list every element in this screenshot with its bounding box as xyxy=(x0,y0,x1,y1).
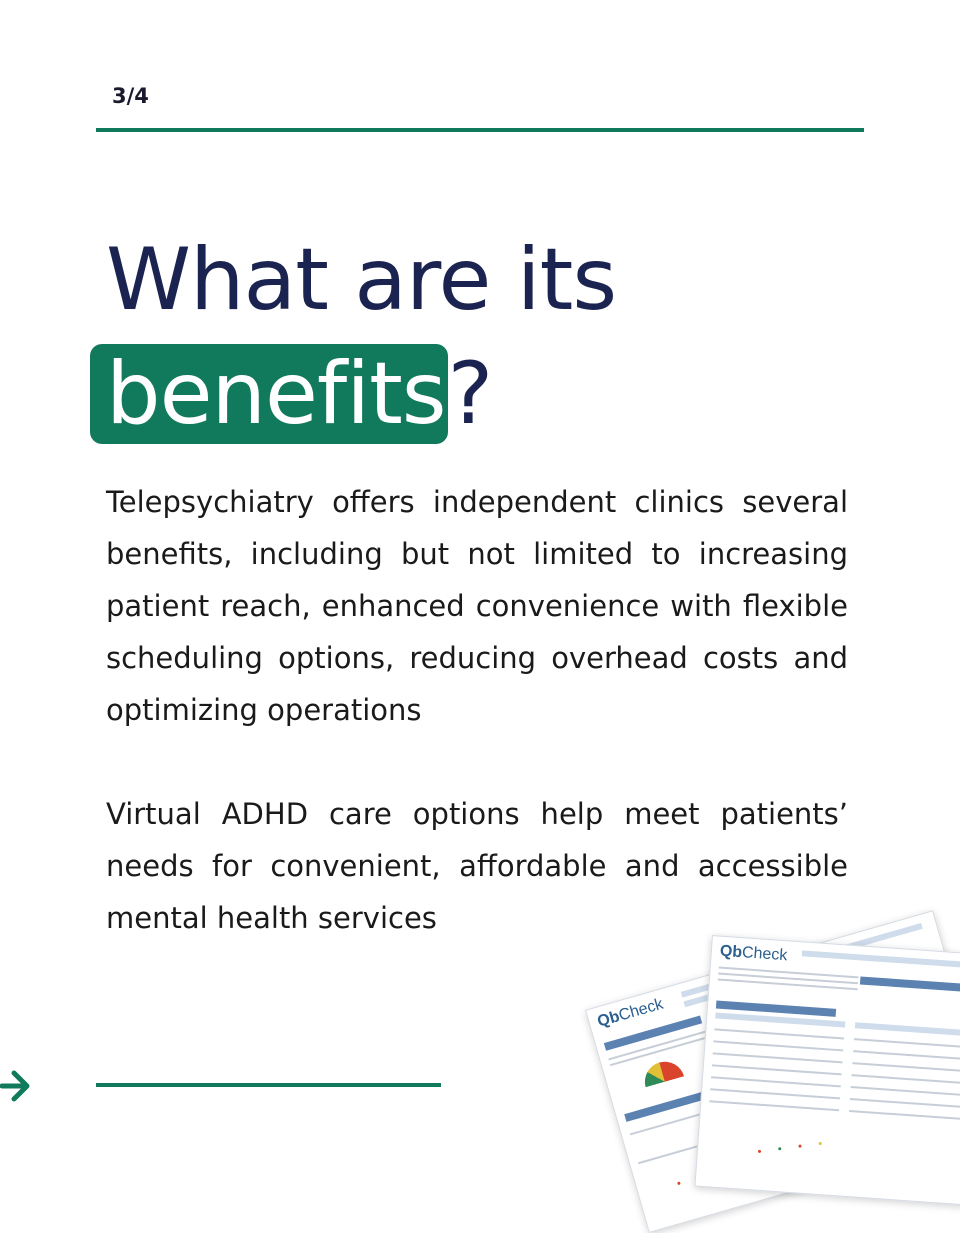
bottom-divider xyxy=(96,1083,441,1087)
arrow-right-icon[interactable] xyxy=(0,1066,32,1106)
report-thumbnail-table xyxy=(694,935,960,1207)
body-paragraph-1: Telepsychiatry offers independent clinics several benefits, including but not limited to increasing patient reach, enhanced convenience with flexible scheduling options, reducing overhead costs and optimizing operations xyxy=(106,485,848,727)
headline-question-mark: ? xyxy=(447,344,493,444)
report-logo: QbCheck xyxy=(719,942,788,965)
report-logo: QbCheck xyxy=(595,995,666,1031)
top-divider xyxy=(96,128,864,132)
headline-line-2 xyxy=(106,342,616,446)
headline-highlight: benefits xyxy=(90,344,448,444)
body-paragraph-2: Virtual ADHD care options help meet patients’ needs for convenient, affordable and accessible mental health services xyxy=(106,797,848,935)
headline-line-1: What are its xyxy=(106,230,617,330)
headline xyxy=(106,228,616,446)
page-number: 3/4 xyxy=(112,84,149,108)
